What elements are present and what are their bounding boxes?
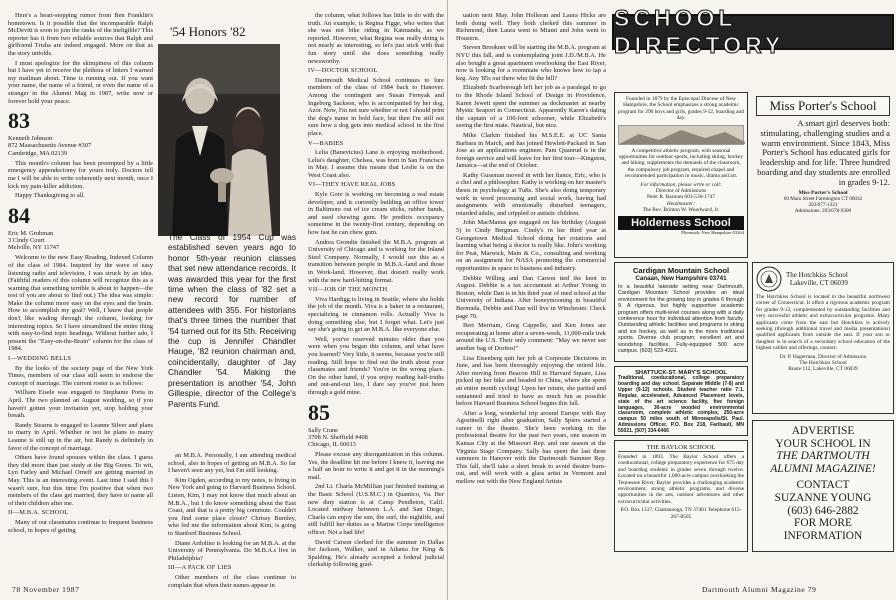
paragraph: II—M.B.A. SCHOOL (8, 509, 69, 517)
column-1 (8, 12, 153, 584)
miss-porters-phone-1: 203/677-1321 (808, 201, 838, 208)
paragraph: VII—JOB OF THE MONTH (308, 286, 388, 294)
miss-porters-school: Miss Porter's School (798, 189, 848, 196)
paragraph: Others have found spouses within the class. I guess they did more than just study at the Big Green. To wit, Lyn Farley and Michael Orneff are getting married in May. This is an interesting event. Last time I said this I wasn't sure, but this time I'm positive that when two members of the class get married, they have to name all of their children after me. (8, 454, 153, 507)
paragraph: By the looks of the society page of the New York Times, members of our class still seem to endorse the concept of marriage. The current roster is as follows: (8, 364, 153, 387)
paragraph: I—WEDDING BELLS (8, 355, 72, 363)
class-84-address (8, 230, 153, 252)
paragraph: an M.B.A. Personally, I am attending medical school, also in hopes of getting an M.B.A. So far I haven't seen any yet, but I'm still looking. (168, 452, 296, 475)
paragraph: Andrea Grondin finished the M.B.A. program at University of Chicago and is working for the Inland Steel Company. Normally, I would use this as a transition between people in M.B.A.-land and those in Work-land. However, that doesn't really work with the new hard-hitting format. (308, 238, 444, 284)
address-line: 3708 N. Sheffield #408 (308, 433, 368, 441)
paragraph: V—BABIES (308, 139, 344, 147)
award-photo-image (158, 44, 280, 236)
hotchkiss-location: Lakeville, CT 06039 (789, 279, 848, 287)
hotchkiss-name: The Hotchkiss School (786, 271, 848, 279)
address-line: 872 Massachusetts Avenue #307 (8, 142, 92, 150)
class-83-address (8, 135, 153, 157)
holderness-info-1: Director of Admissions (655, 188, 707, 195)
paragraph: Dartmouth Medical School continues to lure members of the class of 1984 back to Hanover. Among the contingent are Susan Fernyak and Ingeborg Sackson, who is accompanied by her dog, Azor. Now, I'm not sure whether or not I should print the dog's name in bold face, but then I'm still not sure how a dog gets into medical school in the first place. (308, 76, 444, 137)
address-line: Chicago, IL 60613 (308, 440, 356, 448)
paragraph: IV—DOCTOR SCHOOL (308, 67, 378, 75)
cardigan-location: Canaan, New Hampshire 03741 (635, 275, 727, 282)
cardigan-body: In a beautiful lakeside setting near Dartmouth, Cardigan Mountain School provides an ideal environment for the growing boy in grades 6 through 9. A rigorous, but highly supportive academic program offers multi-level courses along with a daily conference hour for individual attention from faculty. Outstanding athletic facilities and programs in skiing and ice hockey, as well as in the more traditional sports. Diverse club program; excellent art and woodshop facilities. Fully-equipped 500 acre campus. (603) 523-4321. (618, 284, 744, 355)
holderness-info-label: For information, please write or call: (640, 181, 722, 188)
paragraph: Diane Ardolino is looking for an M.B.A. at the University of Pennsylvania. Do M.B.A.s live in Philadelphia? (168, 539, 296, 562)
holderness-head-label: Headmaster: (666, 200, 696, 207)
baylor-contact: P.O. Box 1337, Chattanooga, TN 37401 Telephone 615-267-8505 (620, 507, 742, 520)
baylor-name: THE BAYLOR SCHOOL (618, 444, 744, 452)
paragraph: Welcome to the new Easy Reading, Indexed Column of the class of 1984. Inspired by the wave of easy listening radio and television, I was struck by an idea. (Faithful readers of this column will recognize this as a warning that something terrible is about to happen—the rest of you are about to find out.) The idea was simple: Make the column more easy on the eyes and the brain. How to accomplish my goal? Well, I knew that people don't like wading through the column, looking for interesting topics. So I have streamlined the entire thing with easy-to-find topic headings. Without further ado, I present the "Easy-on-the-Brain" column for the class of 1984. (8, 254, 153, 353)
class-85-address (308, 427, 444, 449)
baylor-body: Founded in 1893. The Baylor School offers a coeducational, college preparatory experience for 675 day and boarding students in grades seven through twelve. Located on a beautiful 1,000-acre campus overlooking the Tennessee River, Baylor provides a challenging academic environment, strong athletic programs, and diverse opportunities in the arts, outdoor adventures and other extracurricular activities. (618, 454, 744, 505)
cardigan-ad[interactable] (614, 262, 748, 362)
advertise-line-5: CONTACT (796, 479, 850, 492)
class-83-body (8, 160, 153, 200)
right-folio: Dartmouth Alumni Magazine 79 (702, 585, 817, 594)
paragraph: David Carson clerked for the summer in Dallas for Jackson, Walker, and in Atlanta for King & Spalding. He's already accepted a federal judicial clerkship following grad- (308, 538, 444, 569)
col1-intro (8, 12, 153, 105)
holderness-head-name: The Rev. Brinton W. Woodward, Jr. (642, 207, 720, 214)
column-3 (308, 12, 444, 584)
paragraph: Debbie Willing and Dan Carson tied the knot in August. Debbie is a tax accountant at Arthur Young in Boston, while Dan is in his third year of med school at the University of Indiana. After honeymooning in beautiful Bermuda, Debbie and Dan will live in Winchester. Check page 70. (456, 274, 606, 320)
paragraph: 2nd Lt. Charla McMillian just finished training at the Basic School (U.S.M.C.) in Quantico, Va. Her new duty station is at Camp Pendleton, Calif. Located midway between L.A. and San Diego, Charla can enjoy the sun, the surf, the nightlife, and still fulfill her duties as a Marine Corps intelligence officer. Not a bad life! (308, 483, 444, 537)
paragraph: Lisa Eisenberg quit her job at Corporate Decisions in June, and has been thoroughly enjoying the retired life. After moving from Beacon Hill to Harvard Square, Lisa picked up her bike and headed to China, where she spent an entire month cycling! Upon her return, she partied and suntanned and tried to have as much fun as possible before Harvard Business School begins this fall. (456, 354, 606, 408)
column-4 (456, 12, 606, 584)
hotchkiss-seal-icon (756, 266, 782, 292)
shattuck-body: Traditional, coeducational, college preparatory boarding and day school. Separate Middle (7-8) and Upper (9-12) schools. Student teacher ratio 7:1. Regular, accelerated, Advanced Placement levels, state of the art science facility, five foreign languages, 30-acre wooded environmental classroom, complete athletic complex. 250-acre campus 50 miles south of Minneapolis/St. Paul. Admissions Officer, P.O. Box 218, Faribault, MN 55021. (507) 334-6466 (618, 375, 744, 435)
paragraph: Happy Thanksgiving to all. (15, 192, 85, 200)
left-folio: 78 November 1987 (12, 585, 80, 594)
paragraph: Viva Hardigg is living in Seattle, where she holds the job of the month. Viva is a baker in a restaurant, specializing in cinnamon rolls. Actually Viva is doing something else, but I forget what. Let's just say she's going to get an M.B.A. like everyone else. (308, 295, 444, 334)
holderness-photo (618, 125, 744, 145)
paragraph: III—A PACK OF LIES (168, 564, 232, 572)
paragraph: Lelia (Banevicius) Lane is enjoying motherhood. Lelia's daughter, Chelsea, was born in San Francisco in May. I assume this means that Leslie is on the West Coast also. (308, 149, 444, 179)
baylor-ad[interactable] (614, 440, 748, 552)
shattuck-ad[interactable] (614, 366, 748, 436)
paragraph: Elizabeth Scarborough left her job as a paralegal to go to the Rhode Island School of Design in Providence. Karen Jewett spent the summer as dockmaster at nearby Mystic Seaport in Connecticut. Apparently Karen's dating the captain of a 100-foot schooner, while Elizabeth's seeing the first mate. Nautical, but nice. (456, 84, 606, 130)
holderness-name: Holderness School (618, 216, 744, 230)
hotchkiss-ad[interactable] (752, 262, 894, 414)
holderness-ad[interactable] (614, 92, 748, 258)
advertise-phone: (603) 646-2882 (787, 504, 859, 517)
holderness-info-2: Peter R. Barnum 603-536-1747 (647, 194, 715, 201)
hotchkiss-contact-3: Route 112, Lakeville, CT 06039 (788, 366, 858, 373)
col3-body (308, 12, 444, 397)
paragraph: Please excuse any disorganization in this column. Yes, the deadline hit me before I knew it, leaving me a half an hour to write it and get it in the morning's mail. (308, 451, 444, 481)
holderness-program: A competitive athletic program, with seasonal opportunities for outdoor sports, including skiing, hockey and hiking, supplements the demands of the classroom, the compulsory job program, required chapel and recommended participation in music, drama and art. (618, 147, 744, 180)
address-line: 3 Cindy Court (8, 236, 45, 244)
paragraph: uation next May. John Holleran and Laura Hicks are both doing well. They both clerked this summer in Richmond, then Laura went to Miami and John went to Houston. (456, 12, 606, 42)
paragraph: Kathy Gussman moved in with her fiance, Eric, who is a chef and a philosopher. Kathy is working on her master's thesis in psychology at Tufts. She's also doing temporary work in word processing and social work, having had assignments with emotionally disturbed teenagers, retarded adults, and crippled or autistic children. (456, 171, 606, 217)
address-line: Eric M. Grubman (8, 229, 54, 237)
hotchkiss-contact-1: Dr. P. Hagerman, Director of Admission (779, 353, 867, 360)
advertise-line-4: ALUMNI MAGAZINE! (770, 462, 876, 475)
award-photo (158, 44, 280, 236)
miss-porters-ad[interactable] (752, 92, 894, 258)
holderness-photo-image (619, 126, 745, 144)
cardigan-name: Cardigan Mountain School (632, 266, 730, 275)
holderness-location: Plymouth, New Hampshire 03264 (681, 229, 744, 235)
paragraph: the column, what follows has little to do with the truth. An example, is Regina Figge, who writes that she was not bike riding in Katmandu, as we reported. However, what Regina was really doing is not nearly as interesting, so let's just stick with that fun story until she does something really newsworthy. (308, 12, 444, 65)
holderness-founded: Founded in 1879 by the Episcopal Diocese of New Hampshire, the School emphasizes a strong academic program for 290 boys and girls, grades 9-12, boarding and day. (618, 96, 744, 122)
advertise-line-3: THE DARTMOUTH (776, 450, 870, 463)
photo-title: '54 Honors '82 (170, 24, 246, 39)
school-directory-banner (612, 5, 894, 58)
paragraph: After a long, wonderful trip around Europe with Ray Agostinelli right after graduation, Sally Spiers started a career in the theatre. She's been working in the professional theatre for the past two years, one season in Kansas City at the Missouri Rep. and one season at the Virginia Stage Company. Sally has spent the last three summers in Hanover with the Dartmouth Summer Rep. This fall, she'll take a short break to avoid theatre burn-out, and will work with a glass artist in Vermont and mellow out with the New England Artists (456, 409, 606, 486)
miss-porters-phone-2: Admissions: 203/678-9300 (794, 207, 852, 214)
address-line: Melville, NY 11747 (8, 244, 60, 252)
paragraph: Many of our classmates continue to frequent business school, in hopes of getting (8, 518, 153, 534)
miss-porters-tagline: A smart girl deserves both: stimulating, challenging studies and a warm environment. Since 1843, Miss Porter's School has educated girls for leadership and for life. Three hundred boarding and day students are enrolled in grades 9-12. (757, 118, 890, 187)
miss-porters-address: 60 Main Street Farmington CT 06032 (783, 195, 863, 202)
class-85-body (308, 451, 444, 569)
column-2 (168, 452, 296, 589)
hotchkiss-header (756, 266, 890, 292)
paragraph: Bert Merriam, Greg Cappello, and Ken Jones are recuperating at home after a seven-week, 11,000-mile trek around the U.S. Their only comment: "May we never see another bag of Doritos!" (456, 322, 606, 352)
paragraph: William Eisele was engaged to Stephanie Porta in April. The two planned an August wedding, so if you haven't gotten your invitation yet, stop holding your breath. (8, 389, 153, 420)
address-line: Sally Crane (308, 426, 338, 434)
paragraph: Here's a heart-stopping rumor from Ben Franklin's hometown. Is it possible that the incomparable Ralph McDevitt is soon to join the ranks of the ineligible? This reporter has it from two reliable sources that Ralph and girlfriend Trisha are indeed engaged. More on that as the story unfolds. (8, 12, 153, 57)
col2-body (168, 452, 296, 589)
advertise-line-8: FOR MORE (794, 517, 852, 530)
paragraph: Steven Brookner will be starting the M.B.A. program at NYU this fall, and is contemplating joint J.D./M.B.A. He also bought a great apartment overlooking the East River, now is looking for a roommate who knows how to tap a keg. Any '85s out there who fit the bill? (456, 44, 606, 82)
paragraph: Randy Stearns is engaged to Leanne Silver and plans to marry in April. Whether or not he plans to marry Leanne is still up in the air, but Randy is definitely in favor of the concept of marriage. (8, 421, 153, 452)
paragraph: I must apologize for the skimpiness of this column but I have yet to receive the plethora of letters I warned my mailman about. Time is running out. If you want your name, the name of a friend, or even the name of a stranger in the Alumni Mag in 1987, write now or forever hold your peace. (8, 59, 153, 105)
class-84-heading: 84 (8, 202, 30, 228)
school-directory-title: SCHOOL DIRECTORY (614, 5, 785, 58)
paragraph: Well, you've reserved minutes older than you were when you began this column, and what have you learned? Very little, it seems, because you're still reading. Still hope to find out the truth about your classmates and friends? You're in the wrong place. On the other hand, if you enjoy reading half-truths and out-and-out lies, I dare say you've just been through a gold mine. (308, 335, 444, 396)
shattuck-name: SHATTUCK-ST. MARY'S SCHOOL (635, 370, 727, 376)
class-83-heading: 83 (8, 108, 30, 134)
paragraph: Other members of the class continue to complain that when their names appear in (168, 573, 296, 589)
paragraph: Kyle Gore is working on becoming a real estate developer, and is currently building an office tower in Baltimore out of ice cream sticks, rubber bands, and used chewing gum. He predicts occupancy sometime in the twenty-first century, depending on how fast he can chew gum. (308, 191, 444, 237)
advertise-line-2: YOUR SCHOOL IN (775, 437, 871, 450)
address-line: Cambridge, MA 02139 (8, 149, 68, 157)
class-84-body (8, 254, 153, 534)
advertise-line-9: INFORMATION (783, 529, 863, 542)
paragraph: Mike Clarkin finished his M.S.E.E. at UC Santa Barbara in March, and has joined Hewlett-Packard in San Jose as an applications engineer. Pam Quanrud is in the foreign service and will leave for her first tour—Kingston, Jamaica—at the end of October. (456, 131, 606, 170)
photo-caption: The Class of 1954 Cup was established seven years ago to honor 5th-year reunion classes that set new attendance records. It was awarded this year for the first time when the class of '82 set a new record for number of attendees with 355. For historians that's three times the number that '54 turned out for its 5th. Receiving the cup is Jennifer Chandler Hauge, '82 reunion chairman and, coincidentally, daughter of Jay Chandler '54. Making the presentation is another '54, John Gillespie, director of the College's Parents Fund. (168, 232, 296, 409)
advertise-line-1: ADVERTISE (791, 425, 855, 437)
advertise-line-6: SUZANNE YOUNG (774, 491, 872, 504)
col4-body (456, 12, 606, 486)
paragraph: Kim Ogden, according to my notes, is living in New York and going to Harvard Business School. Listen, Kim, I may not know that much about an M.B.A., but I do know something about the East Coast, and that is a pretty big commute. Couldn't you find some place closer? Chrissy Burnley, who fed me the information about Kim, is going to Stanford Business School. (168, 476, 296, 537)
advertise-ad[interactable] (752, 420, 894, 552)
hotchkiss-contact-2: The Hotchkiss School (799, 360, 847, 367)
miss-porters-logo: Miss Porter's School (756, 96, 890, 116)
paragraph: This month's column has been preempted by a little emergency appendectomy for yours truly. Doctors tell me I will be able to write coherently next month, once I kick my pain-killer addiction. (8, 159, 153, 190)
paragraph: John MacManus got engaged on his birthday (August 5) to Cindy Bergman. Cindy's in her third year at Georgetown Medical School doing her rotations and learning what being a doctor is really like. John's working for Peat, Marwick, Main & Co., consulting and working on an assignment for NASA promoting the commercial opportunities in space to business and industry. (456, 219, 606, 272)
hotchkiss-body: The Hotchkiss School is located in the beautiful northwest corner of Connecticut. It offers a rigorous academic program for grades 9-12, complemented by outstanding facilities and very successful athletic and extracurricular programs. Many applicants come from the east but Hotchkiss is actively seeking (through additional travel and media presentations) qualified applicants from outside the east. If your son or daughter is in search of a secondary school education of the highest caliber and offerings, contact: (756, 294, 890, 352)
class-85-heading: 85 (308, 399, 330, 425)
address-line: Kenneth Johnson (8, 135, 53, 143)
paragraph: VI—THEY HAVE REAL JOBS (308, 181, 396, 189)
